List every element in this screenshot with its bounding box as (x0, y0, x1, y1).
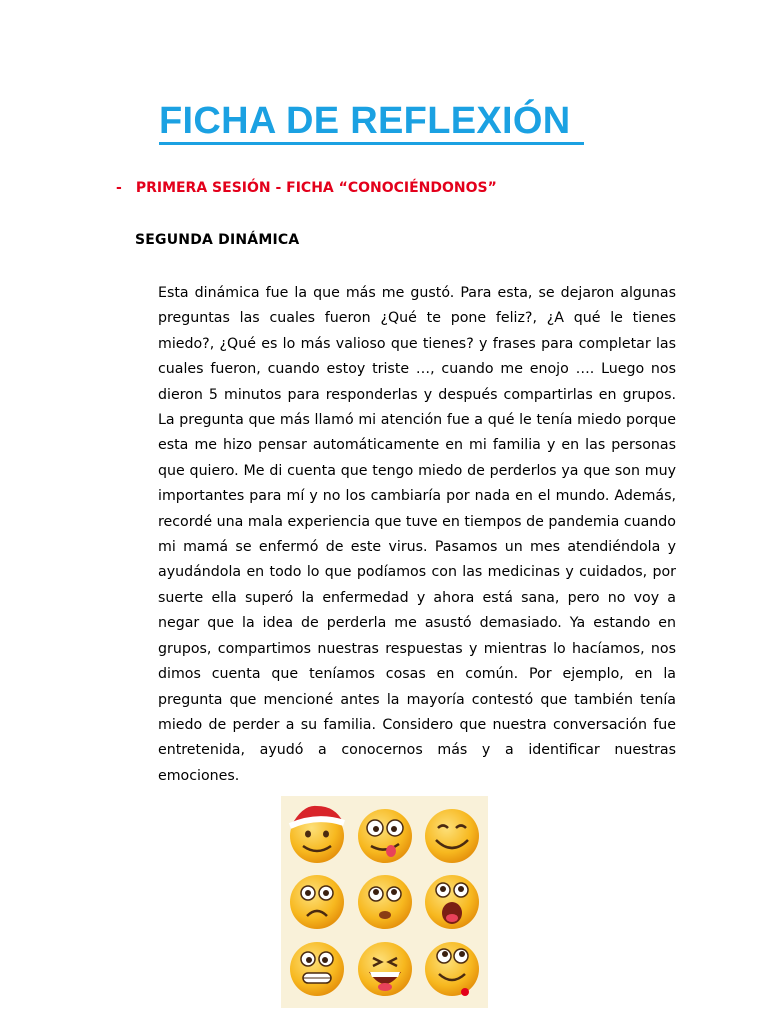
smiling-emoji-icon (425, 809, 479, 863)
tongue-out-emoji-icon (358, 809, 412, 863)
reflection-paragraph: Esta dinámica fue la que más me gustó. Para esta, se dejaron algunas preguntas las cuales fueron ¿Qué te pone feliz?, ¿A qué le tienes miedo?, ¿Qué es lo más valioso que tienes? y frases para completar las cuales fueron, cuando estoy triste …, cuando me enojo …. Luego nos dieron 5 minutos para responderlas y después compartirlas en grupos. La pregunta que más llamó mi atención fue a qué le tenía miedo porque esta me hizo pensar automáticamente en mi familia y en las personas que quiero. Me di cuenta que tengo miedo de perderlos ya que son muy importantes para mí y no los cambiaría por nada en el mundo. Además, recordé una mala experiencia que tuve en tiempos de pandemia cuando mi mamá se enfermó de este virus. Pasamos un mes atendiéndola y ayudándola en todo lo que podíamos con las medicinas y cuidados, por suerte ella superó la enfermedad y ahora está sana, pero no voy a negar que la idea de perderla me asustó demasiado. Ya estando en grupos, compartimos nuestras respuestas y mientras lo hacíamos, nos dimos cuenta que teníamos cosas en común. Por ejemplo, en la pregunta que mencioné antes la mayoría contestó que también tenía miedo de perder a su familia. Considero que nuestra conversación fue entretenida, ayudó a conocernos más y a identificar nuestras emociones. (158, 285, 676, 784)
section-subtitle: SEGUNDA DINÁMICA (135, 232, 300, 248)
session-heading (116, 180, 497, 196)
emoji-grid (281, 796, 488, 1008)
blushing-emoji-icon (425, 942, 479, 996)
laughing-emoji-icon (358, 942, 412, 996)
emoji-image (281, 796, 488, 1008)
page-title: FICHA DE REFLEXIÓN (159, 100, 584, 145)
grinning-teeth-emoji-icon (290, 942, 344, 996)
surprised-emoji-icon (290, 875, 344, 929)
thinking-emoji-icon (358, 875, 412, 929)
session-bullet: - (116, 180, 122, 196)
session-label: PRIMERA SESIÓN - FICHA “CONOCIÉNDONOS” (135, 180, 497, 196)
shocked-emoji-icon (425, 875, 479, 929)
